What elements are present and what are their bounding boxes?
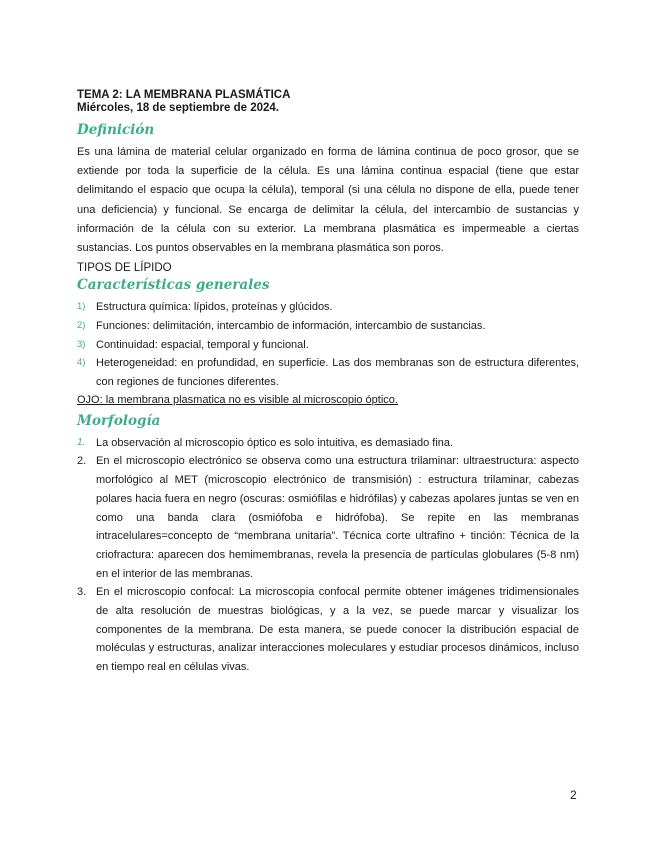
list-item — [77, 336, 579, 355]
list-item-text: Funciones: delimitación, intercambio de información, intercambio de sustancias. — [96, 319, 486, 332]
list-number: 1) — [77, 301, 86, 313]
tipos-de-lipido-label: TIPOS DE LÍPIDO — [77, 262, 172, 275]
caracteristicas-list — [77, 298, 579, 392]
section-heading-definicion: Definición — [77, 122, 155, 138]
ojo-note: OJO: la membrana plasmatica no es visible al microscopio óptico. — [77, 393, 398, 406]
list-item-text: Heterogeneidad: en profundidad, en superficie. Las dos membranas son de estructura diferentes, con regiones de funciones diferentes. — [96, 357, 579, 389]
list-item — [77, 452, 579, 583]
list-number: 2. — [77, 455, 87, 468]
list-number: 1. — [77, 436, 86, 448]
list-number: 2) — [77, 319, 86, 331]
list-item-text: Estructura química: lípidos, proteínas y glúcidos. — [96, 301, 333, 314]
section-heading-caracteristicas: Características generales — [77, 277, 270, 294]
document-title: TEMA 2: LA MEMBRANA PLASMÁTICA — [77, 89, 291, 101]
section-heading-morfologia: Morfología — [77, 412, 161, 429]
morfologia-list — [77, 434, 579, 677]
list-number: 3) — [77, 338, 86, 350]
page-number: 2 — [570, 788, 577, 802]
list-item-text: La observación al microscopio óptico es solo intuitiva, es demasiado fina. — [96, 436, 454, 449]
definicion-paragraph: Es una lámina de material celular organizado en forma de lámina continua de poco grosor, que se extiende por toda la superficie de la célula. Es una lámina continua espacial (tiene que estar delimitando el espacio que ocupa la célula), temporal (si una célula no dispone de ella, puede tener una deficiencia) y funcional. Se encarga de delimitar la célula, del intercambio de sustancias y información de la célula con su exterior. La membrana plasmática es impermeable a ciertas sustancias. Los puntos observables en la membrana plasmática son poros. — [77, 146, 579, 255]
list-number: 3. — [77, 586, 87, 599]
list-item-text: Continuidad: espacial, temporal y funcional. — [96, 338, 309, 351]
list-item — [77, 317, 579, 336]
page-content — [77, 89, 579, 677]
list-item — [77, 583, 579, 677]
list-item — [77, 434, 579, 453]
list-number: 4) — [77, 357, 86, 369]
list-item-text: En el microscopio confocal: La microscopia confocal permite obtener imágenes tridimensionales de alta resolución de muestras biológicas, y a la vez, se puede marcar y visualizar los componentes de la membrana. De esta manera, se puede conocer la distribución espacial de moléculas y estructuras, analizar interacciones moleculares y estudiar procesos dinámicos, incluso en tiempo real en células vivas. — [96, 586, 579, 674]
list-item — [77, 354, 579, 391]
document-date: Miércoles, 18 de septiembre de 2024. — [77, 102, 279, 114]
list-item-text: En el microscopio electrónico se observa como una estructura trilaminar: ultraestructura: aspecto morfológico al MET (microscopio electrónico de transmisión) : estructura trilaminar, cabezas polares hacia fuera en negro (oscuras: osmiófilas e hidrófilas) y cabezas apolares juntas se ven en como una banda clara (osmiófoba e hidrófoba). Se repite en las membranas intracelulares=concepto de “membrana unitaria”. Técnica corte ultrafino + tinción: Técnica de la criofractura: aparecen dos hemimembranas, revela la presencia de partículas globulares (5-8 nm) en el interior de las membranas. — [96, 455, 579, 580]
list-item — [77, 298, 579, 317]
